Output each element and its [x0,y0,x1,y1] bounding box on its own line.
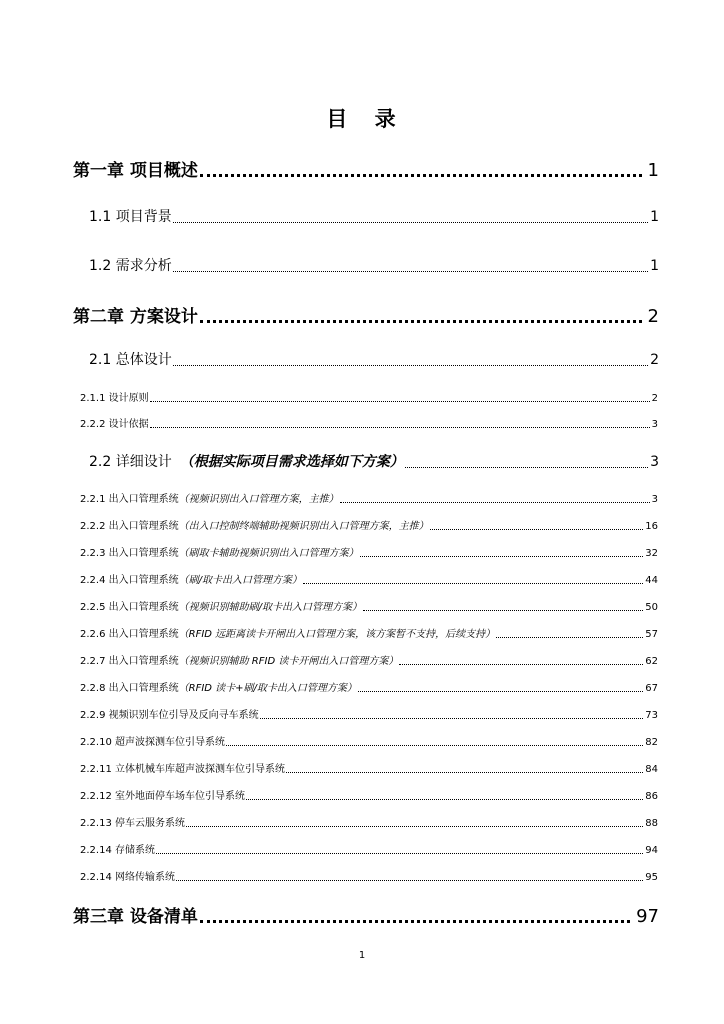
toc-entry-2-2-14-storage[interactable] [80,841,658,856]
toc-entry-1-1[interactable] [89,206,659,226]
dot-leader [363,609,643,611]
toc-title: 目 录 [326,107,406,131]
dot-leader [156,852,643,854]
toc-entry-page: 44 [645,575,658,586]
toc-entry-label: 1.2 需求分析 [89,258,172,274]
toc-entry-label-group [80,544,359,559]
toc-entry-page: 2 [651,393,658,404]
toc-entry-page: 3 [651,494,658,505]
dot-leader [303,582,643,584]
toc-entry-label-group [80,679,357,694]
dot-leader [186,825,643,827]
toc-entry-label: 2.2.1 出入口管理系统 [80,494,179,505]
toc-entry-page: 3 [651,419,658,430]
toc-entry-page: 82 [645,737,658,748]
dot-leader [150,400,650,402]
toc-entry-label: 2.1.1 设计原则 [80,393,149,404]
toc-entry-note: （刷取卡辅助视频识别出入口管理方案） [178,548,359,559]
toc-entry-label: 2.2.10 超声波探测车位引导系统 [80,737,225,748]
toc-entry-label: 2.2.13 停车云服务系统 [80,818,185,829]
toc-entry-label: 第一章 项目概述 [73,161,198,181]
dot-leader [173,270,648,272]
toc-entry-2-2-13[interactable] [80,814,658,829]
toc-entry-page: 2 [647,306,659,327]
dot-leader [340,501,650,503]
toc-entry-page: 97 [636,906,659,927]
footer-page-number: 1 [358,950,366,961]
toc-entry-note: （刷/取卡出入口管理方案） [178,575,302,586]
dot-leader [430,528,644,530]
toc-entry-page: 3 [650,454,659,470]
toc-entry-label: 第二章 方案设计 [73,307,198,327]
toc-entry-page: 50 [645,602,658,613]
toc-entry-2-2-5[interactable] [80,598,658,613]
toc-entry-label: 2.2.5 出入口管理系统 [80,602,179,613]
toc-entry-page: 1 [647,160,659,181]
toc-entry-label: 2.2.7 出入口管理系统 [80,656,179,667]
dot-leader [176,879,643,881]
toc-entry-label: 2.2.9 视频识别车位引导及反向寻车系统 [80,710,259,721]
toc-entry-label: 2.2.2 设计依据 [80,419,149,430]
toc-entry-page: 57 [645,629,658,640]
toc-entry-page: 84 [645,764,658,775]
toc-entry-page: 1 [650,209,659,225]
toc-entry-2-2-3[interactable] [80,544,658,559]
toc-entry-chapter-1[interactable] [73,156,659,181]
toc-entry-note: （根据实际项目需求选择如下方案） [179,454,404,470]
toc-entry-2-2-11[interactable] [80,760,658,775]
toc-entry-2-1[interactable] [89,349,659,369]
toc-entry-label-group [80,571,302,586]
dot-leader [226,744,643,746]
toc-entry-page: 16 [645,521,658,532]
dot-leader [200,317,642,323]
toc-entry-label: 2.2.14 网络传输系统 [80,872,175,883]
toc-entry-label: 2.2.3 出入口管理系统 [80,548,179,559]
toc-entry-2-2-6[interactable] [80,625,658,640]
toc-entry-label: 2.2 详细设计 [89,454,172,470]
dot-leader [286,771,643,773]
toc-entry-note: （RFID 读卡+刷/取卡出入口管理方案） [178,683,357,694]
toc-entry-2-2-12[interactable] [80,787,658,802]
toc-entry-label: 2.2.12 室外地面停车场车位引导系统 [80,791,245,802]
toc-entry-label-group [80,517,429,532]
toc-entry-label: 2.2.8 出入口管理系统 [80,683,179,694]
toc-entry-label-group [80,625,495,640]
toc-entry-note: （RFID 远距离读卡开闸出入口管理方案，该方案暂不支持，后续支持） [178,629,496,640]
toc-entry-2-2-4[interactable] [80,571,658,586]
dot-leader [173,364,648,366]
toc-entry-label: 2.2.14 存储系统 [80,845,155,856]
dot-leader [358,690,643,692]
dot-leader [496,636,643,638]
toc-entry-label: 2.2.4 出入口管理系统 [80,575,179,586]
toc-entry-2-2-2[interactable] [80,517,658,532]
toc-entry-page: 94 [645,845,658,856]
toc-entry-2-2-8[interactable] [80,679,658,694]
dot-leader [173,221,648,223]
toc-entry-2-2-7[interactable] [80,652,658,667]
toc-entry-page: 32 [645,548,658,559]
toc-entry-label-group [80,490,339,505]
toc-entry-label-group [80,598,362,613]
toc-entry-note: （视频识别辅助 RFID 读卡开闸出入口管理方案） [178,656,399,667]
toc-entry-note: （出入口控制终端辅助视频识别出入口管理方案，主推） [178,521,429,532]
toc-entry-note: （视频识别出入口管理方案，主推） [178,494,339,505]
toc-entry-page: 86 [645,791,658,802]
toc-entry-label: 2.2.2 出入口管理系统 [80,521,179,532]
toc-entry-page: 67 [645,683,658,694]
toc-entry-2-2-2-design-basis[interactable] [80,415,658,430]
dot-leader [150,426,650,428]
dot-leader [399,663,643,665]
dot-leader [260,717,644,719]
toc-entry-page: 2 [650,352,659,368]
dot-leader [360,555,644,557]
dot-leader [405,466,648,468]
toc-entry-label: 1.1 项目背景 [89,209,172,225]
toc-entry-2-2[interactable] [89,451,659,471]
toc-entry-page: 95 [645,872,658,883]
toc-entry-1-2[interactable] [89,255,659,275]
dot-leader [200,917,630,923]
toc-entry-label: 2.2.6 出入口管理系统 [80,629,179,640]
toc-entry-2-1-1[interactable] [80,389,658,404]
toc-entry-note: （视频识别辅助刷/取卡出入口管理方案） [178,602,362,613]
toc-entry-label: 2.1 总体设计 [89,352,172,368]
toc-entry-page: 62 [645,656,658,667]
toc-entry-label-group [80,652,398,667]
toc-entry-label: 第三章 设备清单 [73,907,198,927]
toc-entry-2-2-9[interactable] [80,706,658,721]
toc-entry-2-2-10[interactable] [80,733,658,748]
toc-entry-label-group [89,451,404,471]
toc-entry-page: 73 [645,710,658,721]
toc-entry-2-2-1[interactable] [80,490,658,505]
toc-entry-chapter-2[interactable] [73,302,659,327]
toc-entry-page: 88 [645,818,658,829]
toc-entry-chapter-3[interactable] [73,902,659,927]
toc-entry-2-2-14-network[interactable] [80,868,658,883]
dot-leader [246,798,643,800]
toc-entry-label: 2.2.11 立体机械车库超声波探测车位引导系统 [80,764,285,775]
toc-entry-page: 1 [650,258,659,274]
dot-leader [200,171,642,177]
